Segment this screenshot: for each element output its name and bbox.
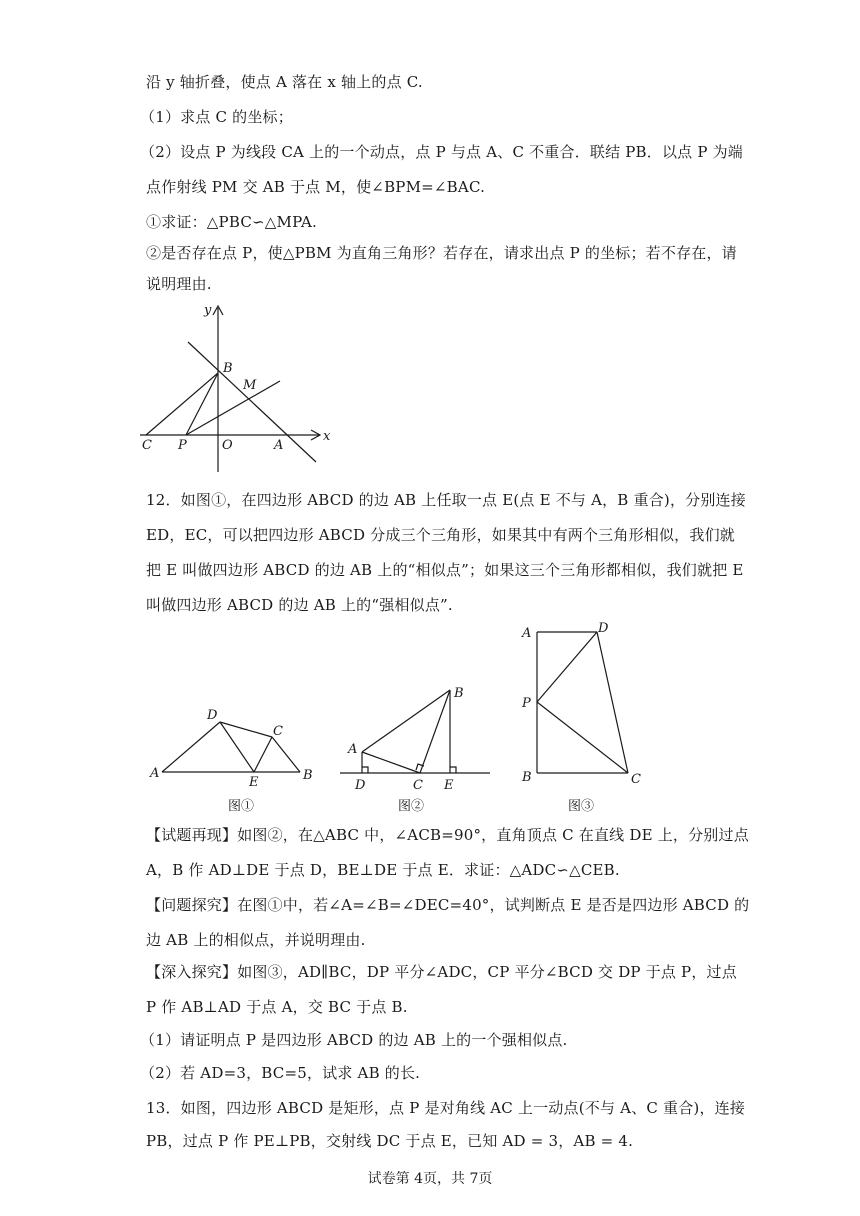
q11-line-3: （2）设点 P 为线段 CA 上的一个动点，点 P 与点 A、C 不重合．联结 PB．以点 P 为端 [140,143,744,161]
fig3-segment-pd [537,632,597,702]
q12-deep-line-4: （2）若 AD=3，BC=5，试求 AB 的长. [140,1064,421,1082]
fig2-label-d: D [355,778,366,793]
label-x: x [323,429,331,444]
label-y: y [204,303,212,318]
q12-deep-line-2: P 作 AB⊥AD 于点 A，交 BC 于点 B. [146,998,408,1016]
segment-cb [146,373,218,435]
q11-line-7: 说明理由. [146,275,212,293]
fig2-label-a: A [348,742,358,757]
label-p: P [178,438,187,453]
q12-figure-1 [145,700,325,820]
q11-line-2: （1）求点 C 的坐标； [140,108,293,126]
fig2-caption: 图② [398,799,425,814]
fig3-caption: 图③ [568,799,595,814]
fig2-label-b: B [454,686,464,701]
q12-line-2: ED，EC，可以把四边形 ABCD 分成三个三角形，如果其中有两个三角形相似，我们就 [146,526,735,544]
fig1-side-dc [220,722,272,737]
q11-line-5: ①求证：△PBC∽△MPA. [146,213,317,231]
label-b: B [223,361,233,376]
label-m: M [243,378,257,393]
q12-deep-line-1: 【深入探究】如图③，AD∥BC，DP 平分∠ADC，CP 平分∠BCD 交 DP 于点 P，过点 [146,963,737,981]
fig1-label-b: B [303,768,313,783]
fig2-label-e: E [444,778,454,793]
fig1-label-e: E [249,775,259,790]
fig1-label-d: D [207,708,218,723]
q11-coordinate-figure [135,295,340,480]
fig1-label-c: C [273,724,283,739]
fig2-right-angle-d [362,767,368,773]
q12-explore-line-1: 【问题探究】在图①中，若∠A=∠B=∠DEC=40°，试判断点 E 是否是四边形 ABCD 的 [146,896,750,914]
label-a: A [274,438,284,453]
q12-reproduce-line-2: A，B 作 AD⊥DE 于点 D，BE⊥DE 于点 E．求证：△ADC∽△CEB. [146,861,620,879]
q11-line-4: 点作射线 PM 交 AB 于点 M，使∠BPM=∠BAC. [146,178,486,196]
fig3-label-b: B [522,770,532,785]
fig3-label-d: D [598,621,609,636]
fig2-side-bc [420,690,450,773]
q12-figure-3 [515,618,655,820]
q12-deep-line-3: （1）请证明点 P 是四边形 ABCD 的边 AB 上的一个强相似点. [140,1031,568,1049]
label-o: O [222,438,233,453]
fig2-side-ac [362,752,420,773]
q12-reproduce-line-1: 【试题再现】如图②，在△ABC 中，∠ACB=90°，直角顶点 C 在直线 DE 上，分别过点 [146,826,749,844]
page-footer: 试卷第 4页，共 7页 [367,1171,493,1187]
q12-figure-2 [335,680,495,820]
q13-line-2: PB，过点 P 作 PE⊥PB，交射线 DC 于点 E，已知 AD = 3，AB = 4. [146,1132,634,1150]
q12-explore-line-2: 边 AB 上的相似点，并说明理由. [146,931,366,949]
q12-line-3: 把 E 叫做四边形 ABCD 的边 AB 上的“相似点”；如果这三个三角形都相似，我们就把 E [146,561,744,579]
fig3-label-p: P [522,696,531,711]
q11-line-6: ②是否存在点 P，使△PBM 为直角三角形？若存在，请求出点 P 的坐标；若不存在，请 [146,244,737,262]
fig3-label-a: A [522,626,532,641]
fig1-side-cb [272,737,300,772]
fig2-label-c: C [413,778,423,793]
fig2-right-angle-e [450,767,456,773]
fig1-label-a: A [150,766,160,781]
fig1-segment-ce [254,737,272,772]
fig2-side-ab [362,690,450,752]
q11-line-1: 沿 y 轴折叠，使点 A 落在 x 轴上的点 C. [146,73,423,91]
fig1-side-ad [162,722,220,772]
fig1-caption: 图① [228,799,255,814]
q12-line-4: 叫做四边形 ABCD 的边 AB 上的“强相似点”. [146,596,453,614]
line-ab [188,342,316,462]
label-c: C [142,438,152,453]
q12-line-1: 12．如图①，在四边形 ABCD 的边 AB 上任取一点 E(点 E 不与 A，B 重合)，分别连接 [146,491,746,509]
q13-line-1: 13．如图，四边形 ABCD 是矩形，点 P 是对角线 AC 上一动点(不与 A、C 重合)，连接 [146,1099,746,1117]
fig3-label-c: C [631,772,641,787]
fig1-segment-de [220,722,254,772]
